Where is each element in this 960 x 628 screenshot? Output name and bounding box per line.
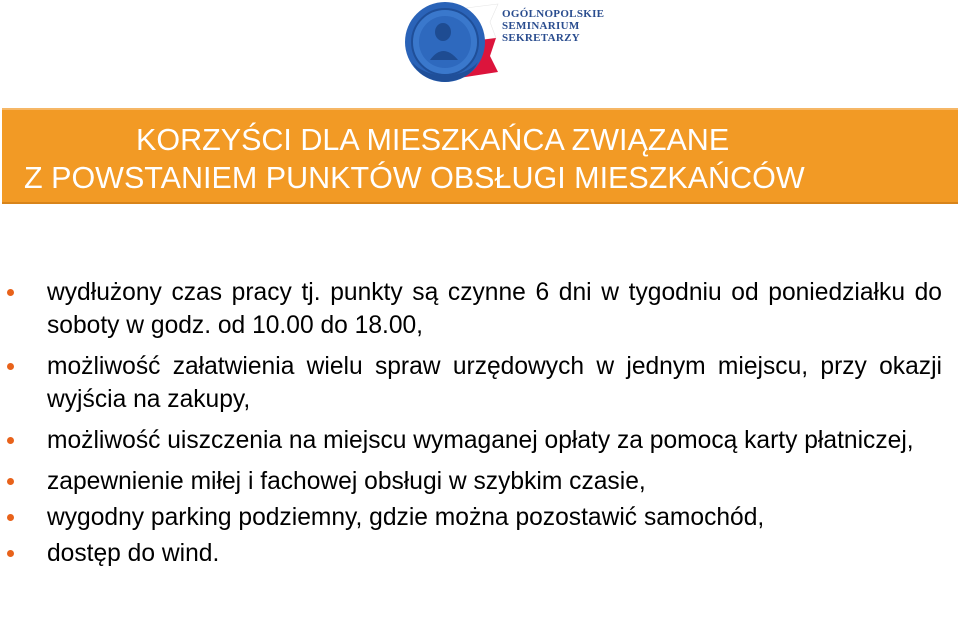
bullet-dot-icon [7,289,14,296]
wax-seal-icon [350,0,500,90]
bullet-dot-icon [7,514,14,521]
bullet-dot-icon [7,363,14,370]
logo-line: OGÓLNOPOLSKIE [502,8,605,20]
bullet-dot-icon [7,550,14,557]
list-item-text: wydłużony czas pracy tj. punkty są czynne 6 dni w tygodniu od poniedziałku do soboty w godz. od 10.00 do 18.00, [47,279,942,339]
list-item [0,465,960,498]
list-item-text: możliwość uiszczenia na miejscu wymaganej opłaty za pomocą karty płatniczej, [47,427,914,454]
list-item [0,276,960,342]
logo-wordmark [502,8,604,44]
bullet-dot-icon [7,437,14,444]
list-item-text: zapewnienie miłej i fachowej obsługi w szybkim czasie, [47,468,646,495]
bullet-dot-icon [7,478,14,485]
list-item-text: możliwość załatwienia wielu spraw urzędowych w jednym miejscu, przy okazji wyjścia na zakupy, [47,353,942,413]
seminar-logo [350,0,610,90]
list-item-text: wygodny parking podziemny, gdzie można pozostawić samochód, [47,504,765,531]
logo-line: SEMINARIUM [502,20,580,32]
page-title [24,121,805,197]
benefits-list [0,276,960,573]
title-line-1: KORZYŚCI DLA MIESZKAŃCA ZWIĄZANE [136,123,730,157]
logo-line: SEKRETARZY [502,32,580,44]
title-banner [2,108,958,204]
list-item [0,537,960,570]
list-item-text: dostęp do wind. [47,540,220,567]
title-line-2: Z POWSTANIEM PUNKTÓW OBSŁUGI MIESZKAŃCÓW [24,161,805,195]
list-item [0,424,960,457]
list-item [0,350,960,416]
list-item [0,501,960,534]
